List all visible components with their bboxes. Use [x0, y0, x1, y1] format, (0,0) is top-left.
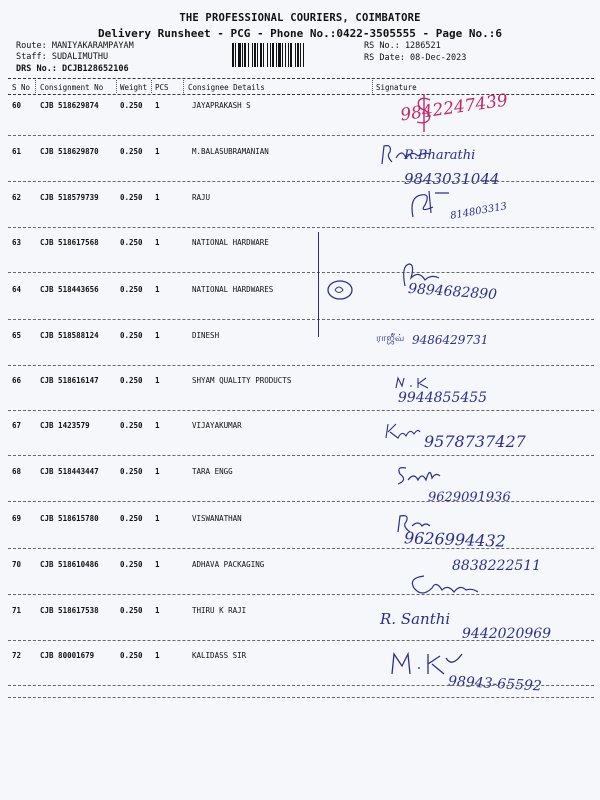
row-consignment-no: CJB 518579739: [40, 193, 99, 202]
row-consignment-no: CJB 518443656: [40, 285, 99, 294]
row-consignee: SHYAM QUALITY PRODUCTS: [192, 376, 292, 385]
signature-name: R. Santhi: [380, 610, 451, 628]
row-sno: 72: [12, 651, 22, 660]
row-pcs: 1: [155, 285, 160, 294]
row-sno: 64: [12, 285, 22, 294]
row-sno: 63: [12, 238, 22, 247]
row-consignee: KALIDASS SIR: [192, 651, 247, 660]
staff-label: Staff: SUDALIMUTHU: [16, 52, 109, 62]
row-sno: 69: [12, 514, 22, 523]
row-signature-phone: 9442020969: [462, 626, 552, 642]
row-weight: 0.250: [120, 651, 143, 660]
col-header-weight: Weight: [120, 83, 148, 92]
col-separator: [183, 80, 184, 93]
row-divider: [8, 640, 594, 641]
row-consignee: ADHAVA PACKAGING: [192, 560, 265, 569]
row-consignment-no: CJB 518617538: [40, 606, 99, 615]
col-separator: [372, 80, 373, 93]
row-weight: 0.250: [120, 101, 143, 110]
row-divider: [8, 319, 594, 320]
signature-scribble: [404, 570, 484, 600]
dollar-scribble: [412, 92, 436, 134]
route-label: Route: MANIYAKARAMPAYAM: [16, 41, 134, 51]
row-signature-phone: 9842247439: [399, 90, 510, 126]
rs-number: RS No.: 1286521: [364, 41, 441, 51]
drs-number: DRS No.: DCJB128652106: [16, 64, 129, 74]
row-sno: 70: [12, 560, 22, 569]
row-sno: 62: [12, 193, 22, 202]
row-signature-phone: 9486429731: [412, 333, 489, 347]
row-weight: 0.250: [120, 238, 143, 247]
row-weight: 0.250: [120, 331, 143, 340]
signature-scribble: [392, 462, 442, 488]
col-separator: [35, 80, 36, 93]
row-divider: [8, 501, 594, 502]
row-consignment-no: CJB 80001679: [40, 651, 95, 660]
row-pcs: 1: [155, 560, 160, 569]
signature-scribble: [405, 187, 455, 223]
row-weight: 0.250: [120, 560, 143, 569]
row-consignment-no: CJB 518616147: [40, 376, 99, 385]
barcode: [230, 42, 360, 68]
row-divider: [8, 365, 594, 366]
row-sno: 61: [12, 147, 22, 156]
document-subtitle: Delivery Runsheet - PCG - Phone No.:0422-3505555 - Page No.:6: [98, 27, 502, 40]
row-divider: [8, 227, 594, 228]
row-sno: 60: [12, 101, 22, 110]
signature-scribble: [394, 374, 434, 390]
signature-scribble: [388, 648, 468, 678]
row-weight: 0.250: [120, 467, 143, 476]
row-consignee: M.BALASUBRAMANIAN: [192, 147, 269, 156]
row-divider: [8, 410, 594, 411]
col-header-consignee: Consignee Details: [188, 83, 265, 92]
row-divider: [8, 272, 594, 273]
row-signature-phone: 9894682890: [407, 280, 498, 304]
row-consignment-no: CJB 518443447: [40, 467, 99, 476]
row-consignee: DINESH: [192, 331, 220, 340]
row-signature-phone: 8838222511: [452, 558, 542, 574]
row-divider: [8, 455, 594, 456]
row-pcs: 1: [155, 376, 160, 385]
row-consignment-no: CJB 518615780: [40, 514, 99, 523]
row-consignee: TARA ENGG: [192, 467, 233, 476]
row-pcs: 1: [155, 421, 160, 430]
row-consignment-no: CJB 1423579: [40, 421, 90, 430]
row-divider: [8, 548, 594, 549]
row-pcs: 1: [155, 514, 160, 523]
row-signature-phone: 9843031044: [404, 170, 500, 188]
signature-name: R.Bharathi: [404, 148, 476, 163]
row-consignment-no: CJB 518629870: [40, 147, 99, 156]
row-weight: 0.250: [120, 376, 143, 385]
signature-prefix: ராஜீவ்: [376, 333, 405, 344]
row-weight: 0.250: [120, 193, 143, 202]
table-end-rule: [8, 697, 594, 698]
row-sno: 65: [12, 331, 22, 340]
row-weight: 0.250: [120, 285, 143, 294]
row-weight: 0.250: [120, 421, 143, 430]
rs-date: RS Date: 08-Dec-2023: [364, 53, 467, 63]
row-weight: 0.250: [120, 514, 143, 523]
signature-scribble: [395, 260, 443, 290]
row-divider: [8, 135, 594, 136]
row-consignee: NATIONAL HARDWARES: [192, 285, 274, 294]
row-signature-phone: 98943-65592: [447, 673, 543, 695]
row-sno: 68: [12, 467, 22, 476]
col-separator: [116, 80, 117, 93]
row-consignment-no: CJB 518629874: [40, 101, 99, 110]
row-consignee: VISWANATHAN: [192, 514, 242, 523]
row-consignment-no: CJB 518588124: [40, 331, 99, 340]
row-pcs: 1: [155, 193, 160, 202]
row-pcs: 1: [155, 101, 160, 110]
row-sno: 67: [12, 421, 22, 430]
col-header-signature: Signature: [376, 83, 417, 92]
row-weight: 0.250: [120, 606, 143, 615]
signature-scribble: [392, 512, 432, 534]
header-top-rule: [8, 78, 594, 79]
col-separator: [151, 80, 152, 93]
row-weight: 0.250: [120, 147, 143, 156]
row-divider: [8, 594, 594, 595]
col-header-sno: S No: [12, 83, 31, 92]
row-pcs: 1: [155, 238, 160, 247]
col-header-pcs: PCS: [155, 83, 169, 92]
row-consignment-no: CJB 518617568: [40, 238, 99, 247]
row-consignee: RAJU: [192, 193, 211, 202]
row-consignee: JAYAPRAKASH S: [192, 101, 251, 110]
row-pcs: 1: [155, 147, 160, 156]
row-divider: [8, 181, 594, 182]
row-signature-phone: 814803313: [449, 201, 508, 222]
col-header-consignment: Consignment No: [40, 83, 104, 92]
row-signature-phone: 9578737427: [424, 432, 526, 451]
circled-mark: [325, 278, 355, 302]
row-signature-phone: 9944855455: [398, 390, 488, 406]
row-pcs: 1: [155, 331, 160, 340]
row-signature-phone: 9626994432: [403, 528, 507, 551]
row-sno: 71: [12, 606, 22, 615]
row-consignee: THIRU K RAJI: [192, 606, 247, 615]
row-consignee: NATIONAL HARDWARE: [192, 238, 269, 247]
pen-stroke: [318, 232, 319, 337]
row-consignee: VIJAYAKUMAR: [192, 421, 242, 430]
row-divider: [8, 685, 594, 686]
row-pcs: 1: [155, 651, 160, 660]
row-pcs: 1: [155, 606, 160, 615]
row-pcs: 1: [155, 467, 160, 476]
row-consignment-no: CJB 518610486: [40, 560, 99, 569]
signature-scribble: [382, 420, 422, 442]
row-sno: 66: [12, 376, 22, 385]
document-title: THE PROFESSIONAL COURIERS, COIMBATORE: [179, 12, 421, 24]
row-signature-phone: 9629091936: [428, 490, 511, 505]
